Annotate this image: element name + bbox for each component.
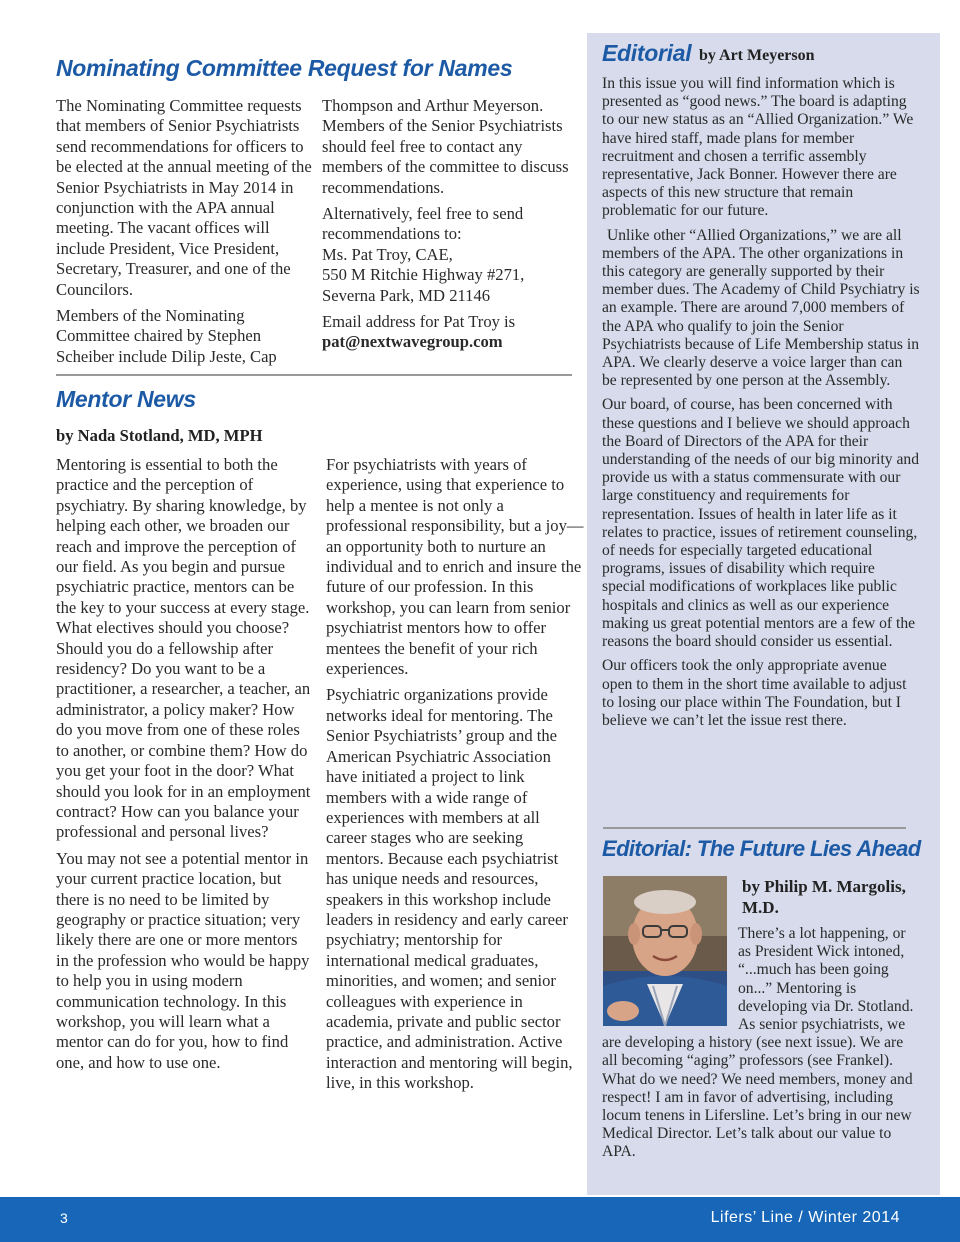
nominating-col-1 [56,96,314,373]
nominating-col-2 [322,96,586,353]
mentor-col-1 [56,455,314,1079]
mentor-col-2 [326,455,584,1100]
address-line: 550 M Ritchie Highway #271, [322,265,525,285]
future-body [602,925,918,1162]
paragraph: Unlike other “Allied Organizations,” we are all members of the APA. The other organizations in this category are generally supported by their member dues. The Academy of Child Psychiatry is an example. There are around 7,000 members of the APA who qualify to join the Senior Psychiatrists because of Life Membership status in APA. We clearly deserve a voice larger than can be represented by one person at the Assembly. [602,226,920,390]
mentor-title: Mentor News [56,386,196,412]
email-intro: Email address for Pat Troy is [322,312,516,332]
footer-bar [0,1197,960,1242]
page-number: 3 [60,1210,68,1226]
paragraph: The Nominating Committee requests that members of Senior Psychiatrists send recommendations for officers to be elected at the annual meeting of the Senior Psychiatrists in May 2014 in conjunction with the APA annual meeting. The vacant offices will include President, Vice President, Secretary, Treasurer, and one of the Councilors. [56,96,312,299]
editorial-title: Editorial [602,40,692,66]
editorial-body [602,75,920,736]
paragraph: Thompson and Arthur Meyerson. Members of the Senior Psychiatrists should feel free to contact any members of the committee to discuss recommendations. [322,96,569,197]
paragraph: Members of the Nominating Committee chaired by Stephen Scheiber include Dilip Jeste, Cap [56,306,277,366]
divider [56,374,572,376]
editorial-byline: by Art Meyerson [699,47,815,64]
paragraph: In this issue you will find information which is presented as “good news.” The board is adapting to our new status as an “Allied Organization.” We have hired staff, made plans for member recruitment and chosen a terrific assembly representative, Jack Bonner. However there are aspects of this new structure that remain problematic for our future. [602,75,914,220]
paragraph: You may not see a potential mentor in your current practice location, but there is no need to be limited by geography or practice situation; very likely there are one or more mentors in the profession who would be happy to help you in using modern communication technology. In this workshop, you will learn what a mentor can do for you, how to find one, and how to use one. [56,848,310,1072]
nominating-title: Nominating Committee Request for Names [56,55,513,81]
paragraph: Our board, of course, has been concerned with these questions and I believe we should approach the Board of Directors of the APA for their understanding of the needs of our big minority and provide us with a status commensurate with our large constituency and requirements for representation. Issues of health in later life as it relates to practice, issues of retirement counseling, of needs for especially targeted educational programs, issues of disability which require special modifications of workplaces like public hospitals and clinics as well as our experience making us great potential mentors are a few of the reasons the board should consider us essential. [602,396,920,651]
mentor-byline: by Nada Stotland, MD, MPH [56,426,263,445]
future-byline: by Philip M. Margolis, M.D. [742,877,906,917]
email-link[interactable]: pat@nextwavegroup.com [322,332,503,352]
paragraph: Mentoring is essential to both the practice and the perception of psychiatry. By sharing knowledge, by helping each other, we broaden our reach and improve the perception of our field. As you begin and pursue psychiatric practice, mentors can be the key to your success at every stage. What electives should you choose? Should you do a fellowship after residency? Do you want to be a practitioner, a researcher, a teacher, an administrator, a policy maker? How do you move from one of these roles to another, or combine them? How do you get your foot in the door? What should you look for in an employment contract? How can you balance your professional and personal lives? [56,455,311,842]
photo-spacer [602,925,738,1029]
address-line: Severna Park, MD 21146 [322,285,491,305]
paragraph: For psychiatrists with years of experience, using that experience to help a mentee is not only a professional responsibility, but a joy—an opportunity both to nurture an individual and to enrich and insure the future of our profession. In this workshop, you can learn from senior psychiatrist mentors how to offer mentees the benefit of your rich experiences. [326,455,584,679]
divider [603,827,906,829]
address-line: Ms. Pat Troy, CAE, [322,244,453,264]
paragraph: Psychiatric organizations provide networks ideal for mentoring. The Senior Psychiatrists’ group and the American Psychiatric Association have initiated a project to link members with a wide range of experiences with members at all career stages who are seeking mentors. Because each psychiatrist has unique needs and resources, speakers in this workshop include leaders in residency and early career psychiatry; mentorship for international medical graduates, minorities, and women; and senior colleagues with experience in academia, private and public sector practice, and administration. Active interaction and mentoring will begin, live, in this workshop. [326,685,573,1093]
future-title: Editorial: The Future Lies Ahead [602,836,921,861]
paragraph: Our officers took the only appropriate avenue open to them in the short time available to adjust to losing our place within The Foundation, but I believe we can’t let the issue rest there. [602,657,907,729]
paragraph: Alternatively, feel free to send recommendations to: [322,204,524,244]
publication-name: Lifers’ Line / Winter 2014 [710,1209,900,1226]
paragraph: There’s a lot happening, or as President Wick intoned, “...much has been going on...” Mentoring is developing via Dr. Stotland. As senior psychiatrists, we are developing a history (see next issue). We are all becoming “aging” professors (see Frankel). What do we need? We need members, money and respect! I am in favor of advertising, including locum tenens in Lifersline. Let’s bring in our new Medical Director. Let’s talk about our value to APA. [602,925,914,1161]
